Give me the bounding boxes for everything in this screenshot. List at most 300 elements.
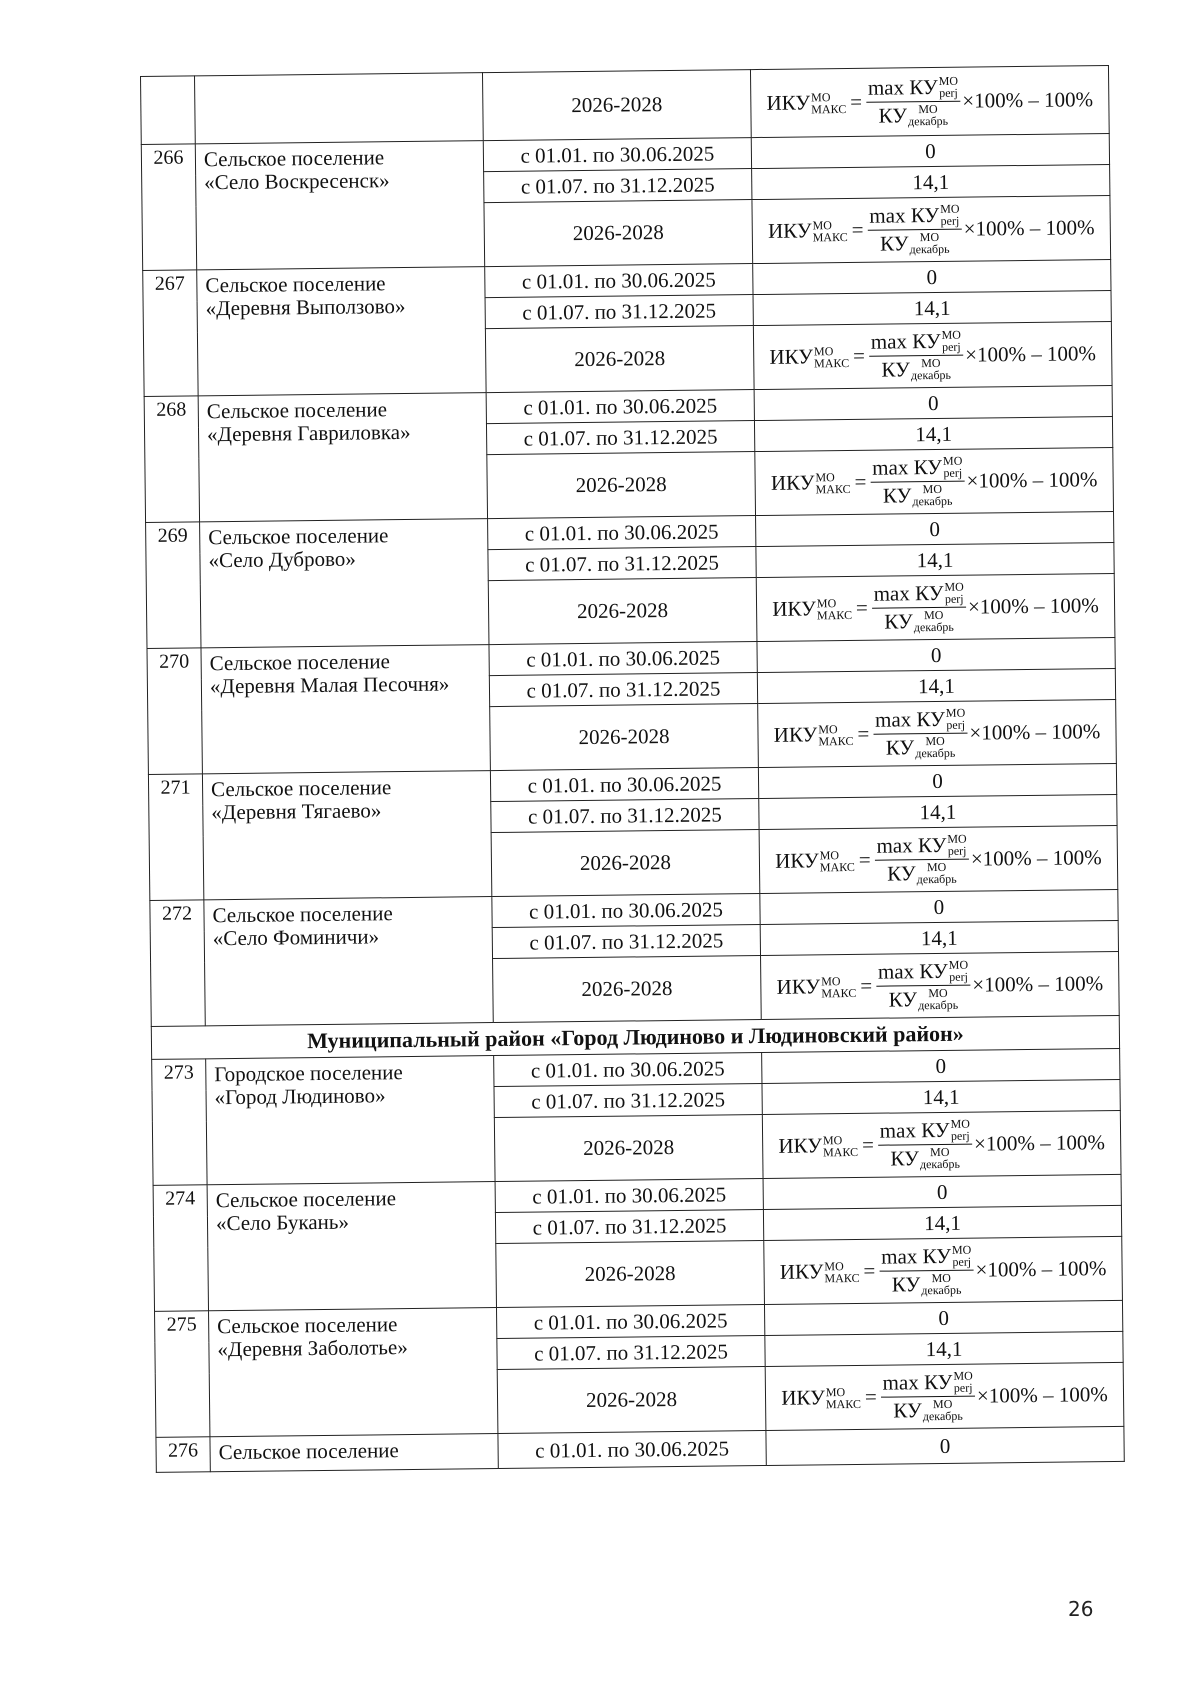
formula-numerator-sup: МО xyxy=(945,705,966,720)
settlement-name-cell xyxy=(195,141,484,270)
formula-denominator-sup: МО xyxy=(919,229,940,245)
formula-numerator-sup: МО xyxy=(948,957,969,972)
formula-lhs xyxy=(768,218,848,244)
index-formula xyxy=(780,1242,1107,1299)
formula-equals: = xyxy=(857,721,870,746)
formula-denominator-symbol: КУ xyxy=(887,861,916,886)
formula-fraction xyxy=(876,959,971,1013)
formula-denominator-symbol: КУ xyxy=(885,735,915,760)
settlement-name: «Село Дуброво» xyxy=(208,546,356,573)
formula-numerator xyxy=(866,75,961,103)
formula-lhs-sup: МО xyxy=(818,721,838,736)
formula-denominator-sup: МО xyxy=(925,733,945,749)
formula-denominator-sup: МО xyxy=(931,1270,951,1286)
formula-numerator-sup: МО xyxy=(950,1116,970,1131)
formula-tail: ×100% – 100% xyxy=(963,215,1095,241)
value-cell: 0 xyxy=(756,511,1114,546)
formula-lhs-sub: МАКС xyxy=(822,1144,859,1159)
formula-tail: ×100% – 100% xyxy=(976,1382,1108,1408)
formula-equals: = xyxy=(864,1384,877,1409)
formula-tail: ×100% – 100% xyxy=(970,845,1102,871)
row-number-cell xyxy=(141,76,196,145)
formula-denominator-symbol: КУ xyxy=(879,231,909,256)
formula-lhs-indices xyxy=(815,470,850,494)
value-cell: 14,1 xyxy=(752,165,1110,200)
row-number-cell: 267 xyxy=(143,270,198,397)
index-formula xyxy=(766,73,1093,130)
settlement-name: «Село Букань» xyxy=(215,1209,350,1236)
formula-numerator-sup: МО xyxy=(947,831,967,846)
period-cell: 2026-2028 xyxy=(496,1240,765,1307)
row-number-cell: 268 xyxy=(144,396,199,523)
formula-denominator xyxy=(881,356,951,383)
period-cell: 2026-2028 xyxy=(485,326,754,393)
settlement-type: Сельское поселение xyxy=(215,1186,397,1213)
formula-denominator-sub: декабрь xyxy=(922,1408,963,1424)
formula-denominator-symbol: КУ xyxy=(881,357,911,382)
period-cell: с 01.07. по 31.12.2025 xyxy=(492,925,760,959)
period-cell: 2026-2028 xyxy=(484,200,753,267)
formula-denominator-sub: декабрь xyxy=(912,493,953,509)
formula-denominator xyxy=(887,860,957,887)
settlement-type: Сельское поселение xyxy=(203,145,385,172)
formula-lhs xyxy=(781,1385,861,1411)
row-number-cell: 269 xyxy=(146,522,201,649)
formula-lhs-sub: МАКС xyxy=(824,1270,860,1285)
period-cell: с 01.07. по 31.12.2025 xyxy=(489,673,757,707)
period-cell: с 01.07. по 31.12.2025 xyxy=(486,421,754,455)
period-cell: 2026-2028 xyxy=(494,1115,763,1182)
formula-denominator-indices xyxy=(917,861,957,885)
formula-denominator xyxy=(890,1145,960,1172)
formula-numerator-sub: perj xyxy=(941,339,961,354)
formula-lhs-symbol: ИКУ xyxy=(773,722,818,747)
formula-numerator-sub: perj xyxy=(940,213,960,228)
period-cell: с 01.07. по 31.12.2025 xyxy=(491,799,759,833)
formula-tail: ×100% – 100% xyxy=(969,719,1101,745)
formula-numerator-symbol: max КУ xyxy=(882,1369,953,1395)
period-cell: с 01.07. по 31.12.2025 xyxy=(494,1084,762,1118)
settlement-type: Сельское поселение xyxy=(217,1312,398,1339)
value-cell: 14,1 xyxy=(753,290,1111,325)
settlement-name-cell xyxy=(201,645,490,774)
formula-numerator-symbol: max КУ xyxy=(877,958,948,984)
formula-numerator-sub: perj xyxy=(946,717,966,732)
row-number-cell: 276 xyxy=(156,1437,210,1473)
formula-lhs-indices xyxy=(818,722,853,746)
formula-lhs-sub: МАКС xyxy=(818,733,854,748)
value-cell: 0 xyxy=(764,1300,1122,1335)
formula-lhs-sup: МО xyxy=(819,847,840,862)
row-number-cell: 270 xyxy=(147,648,202,775)
settlement-type: Сельское поселение xyxy=(208,523,389,550)
value-cell: 14,1 xyxy=(762,1079,1120,1114)
formula-cell xyxy=(753,321,1112,389)
formula-numerator-symbol: max КУ xyxy=(873,580,944,606)
formula-numerator xyxy=(879,1244,974,1272)
formula-fraction xyxy=(870,455,965,509)
formula-lhs-indices xyxy=(811,90,846,114)
value-cell: 14,1 xyxy=(757,668,1115,703)
formula-numerator-indices xyxy=(947,833,967,857)
formula-numerator xyxy=(872,581,967,609)
formula-denominator-sub: декабрь xyxy=(913,619,954,635)
formula-denominator xyxy=(888,986,958,1013)
formula-numerator-sup: МО xyxy=(951,1242,972,1257)
period-cell: с 01.01. по 30.06.2025 xyxy=(492,894,760,928)
value-cell: 14,1 xyxy=(763,1205,1121,1240)
formula-lhs-sup: МО xyxy=(825,1384,846,1399)
formula-denominator-symbol: КУ xyxy=(888,987,918,1012)
period-cell: 2026-2028 xyxy=(497,1366,766,1433)
tariff-table xyxy=(140,65,1125,1473)
formula-denominator-symbol: КУ xyxy=(878,103,908,128)
formula-cell xyxy=(759,825,1118,893)
settlement-name: «Деревня Тягаево» xyxy=(211,798,382,825)
row-number-cell: 273 xyxy=(152,1059,207,1186)
formula-denominator xyxy=(886,734,956,761)
formula-fraction xyxy=(879,1244,974,1298)
value-cell: 0 xyxy=(762,1048,1120,1083)
period-cell: 2026-2028 xyxy=(487,452,756,519)
formula-numerator-sub: perj xyxy=(939,85,958,100)
formula-denominator-symbol: КУ xyxy=(884,609,913,634)
row-number-cell: 274 xyxy=(153,1185,208,1312)
settlement-name-cell xyxy=(204,897,493,1026)
formula-lhs-indices xyxy=(817,596,852,620)
formula-denominator-symbol: КУ xyxy=(891,1272,921,1297)
formula-lhs-symbol: ИКУ xyxy=(770,470,815,495)
row-number-cell: 275 xyxy=(155,1311,210,1438)
formula-lhs-symbol: ИКУ xyxy=(766,90,811,115)
formula-numerator-symbol: max КУ xyxy=(881,1243,952,1269)
value-cell: 14,1 xyxy=(754,416,1112,451)
value-cell: 0 xyxy=(754,385,1112,420)
formula-tail: ×100% – 100% xyxy=(975,1256,1107,1282)
formula-equals: = xyxy=(858,847,871,872)
period-cell: с 01.01. по 30.06.2025 xyxy=(490,768,758,802)
row-number-cell: 266 xyxy=(141,144,196,271)
formula-lhs xyxy=(780,1259,860,1285)
settlement-type: Городское поселение xyxy=(214,1060,403,1087)
index-formula xyxy=(771,453,1098,510)
formula-equals: = xyxy=(851,217,864,242)
period-cell: с 01.07. по 31.12.2025 xyxy=(497,1335,765,1369)
formula-fraction xyxy=(878,1118,973,1172)
period-cell: с 01.01. по 30.06.2025 xyxy=(495,1179,763,1213)
index-formula xyxy=(775,831,1102,888)
formula-lhs-indices xyxy=(814,344,849,368)
formula-lhs-symbol: ИКУ xyxy=(767,218,812,243)
value-cell: 0 xyxy=(751,134,1109,169)
formula-lhs xyxy=(771,470,851,496)
period-cell: с 01.01. по 30.06.2025 xyxy=(488,516,756,550)
formula-equals: = xyxy=(850,89,863,114)
value-cell: 0 xyxy=(766,1426,1124,1465)
period-cell: с 01.07. по 31.12.2025 xyxy=(484,169,752,203)
settlement-type: Сельское поселение xyxy=(212,901,393,928)
formula-numerator xyxy=(880,1370,975,1398)
formula-denominator-sub: декабрь xyxy=(909,241,950,257)
settlement-name-cell xyxy=(200,519,489,648)
value-cell: 0 xyxy=(760,889,1118,924)
formula-lhs-sup: МО xyxy=(815,469,835,484)
formula-equals: = xyxy=(854,469,867,494)
formula-lhs-indices xyxy=(826,1385,861,1409)
formula-numerator-symbol: max КУ xyxy=(867,74,938,100)
formula-lhs xyxy=(772,596,852,622)
formula-equals: = xyxy=(852,343,866,368)
formula-lhs-symbol: ИКУ xyxy=(772,596,817,621)
formula-lhs-sub: МАКС xyxy=(811,101,847,116)
formula-numerator-indices xyxy=(950,1118,970,1142)
formula-lhs-sub: МАКС xyxy=(812,229,848,244)
formula-denominator-sup: МО xyxy=(923,607,944,623)
formula-denominator-indices xyxy=(909,231,949,255)
period-cell: с 01.07. по 31.12.2025 xyxy=(485,295,753,329)
value-cell: 14,1 xyxy=(759,794,1117,829)
settlement-name: «Деревня Малая Песочня» xyxy=(209,671,450,699)
formula-fraction xyxy=(866,75,961,129)
index-formula xyxy=(769,327,1096,384)
formula-numerator-symbol: max КУ xyxy=(870,328,941,354)
formula-lhs-sup: МО xyxy=(822,1132,843,1147)
formula-numerator-indices xyxy=(952,1244,972,1268)
formula-numerator-sup: МО xyxy=(944,579,964,594)
page-number: 26 xyxy=(1068,1597,1094,1621)
formula-numerator xyxy=(867,203,962,231)
formula-lhs-sup: МО xyxy=(812,217,832,232)
formula-tail: ×100% – 100% xyxy=(967,593,1099,619)
formula-lhs-sup: МО xyxy=(811,89,831,104)
formula-fraction xyxy=(880,1370,975,1424)
formula-lhs-indices xyxy=(824,1259,859,1283)
formula-numerator xyxy=(873,707,968,735)
formula-tail: ×100% – 100% xyxy=(972,971,1104,997)
formula-denominator xyxy=(884,608,954,635)
settlement-name-cell xyxy=(207,1182,496,1311)
settlement-name: «Село Фоминичи» xyxy=(212,924,380,951)
index-formula xyxy=(776,957,1103,1014)
formula-denominator-sub: декабрь xyxy=(921,1282,962,1298)
formula-numerator-indices xyxy=(953,1370,973,1394)
settlement-name-cell xyxy=(206,1056,495,1185)
formula-denominator-symbol: КУ xyxy=(893,1398,922,1423)
formula-numerator-indices xyxy=(946,707,966,731)
formula-numerator-indices xyxy=(942,329,962,353)
formula-denominator-symbol: КУ xyxy=(882,483,912,508)
formula-equals: = xyxy=(860,973,873,998)
formula-numerator xyxy=(876,959,971,987)
table-row xyxy=(141,66,1110,145)
formula-denominator xyxy=(880,230,950,257)
formula-numerator-sup: МО xyxy=(942,453,963,468)
period-cell: с 01.07. по 31.12.2025 xyxy=(495,1210,763,1244)
formula-numerator-sub: perj xyxy=(943,465,963,480)
formula-fraction xyxy=(874,833,969,887)
document-page xyxy=(140,65,1124,1473)
district-title: Муниципальный район «Город Людиново и Людиновский район» xyxy=(151,1015,1119,1059)
formula-lhs-symbol: ИКУ xyxy=(781,1385,825,1410)
period-cell: с 01.01. по 30.06.2025 xyxy=(483,138,751,172)
formula-lhs-sup: МО xyxy=(824,1258,844,1273)
index-formula xyxy=(773,705,1100,762)
formula-denominator xyxy=(893,1397,963,1424)
settlement-name-cell xyxy=(209,1308,498,1437)
index-formula xyxy=(772,579,1099,636)
formula-denominator-indices xyxy=(914,609,954,633)
formula-denominator-sup: МО xyxy=(918,101,938,117)
formula-denominator-indices xyxy=(921,1272,961,1296)
formula-tail: ×100% – 100% xyxy=(973,1130,1106,1156)
formula-lhs-symbol: ИКУ xyxy=(779,1259,824,1284)
formula-tail: ×100% – 100% xyxy=(966,467,1098,493)
formula-numerator-indices xyxy=(939,75,959,99)
index-formula xyxy=(781,1368,1108,1425)
formula-lhs-symbol: ИКУ xyxy=(775,848,819,873)
settlement-name: «Село Воскресенск» xyxy=(204,168,390,195)
formula-numerator-sub: perj xyxy=(953,1380,973,1395)
settlement-type: Сельское поселение xyxy=(210,775,392,802)
settlement-name-cell xyxy=(198,393,487,522)
formula-numerator-sup: МО xyxy=(941,327,962,342)
formula-numerator-sup: МО xyxy=(938,73,959,88)
formula-lhs-sub: МАКС xyxy=(816,607,853,622)
formula-denominator-indices xyxy=(920,1146,960,1170)
formula-cell xyxy=(752,196,1111,264)
formula-equals: = xyxy=(861,1132,875,1157)
period-cell: с 01.01. по 30.06.2025 xyxy=(498,1430,766,1468)
formula-cell xyxy=(758,699,1117,767)
value-cell: 0 xyxy=(753,260,1111,295)
value-cell: 14,1 xyxy=(765,1331,1123,1366)
formula-lhs-sub: МАКС xyxy=(825,1396,862,1411)
formula-denominator-indices xyxy=(923,1398,963,1422)
settlement-type: Сельское поселение xyxy=(206,397,388,424)
formula-fraction xyxy=(867,203,962,257)
formula-denominator-sup: МО xyxy=(932,1396,953,1412)
period-cell: 2026-2028 xyxy=(493,956,762,1023)
formula-equals: = xyxy=(863,1258,876,1283)
formula-numerator-symbol: max КУ xyxy=(879,1117,950,1143)
formula-lhs-indices xyxy=(821,974,856,998)
formula-numerator xyxy=(869,329,964,357)
formula-cell xyxy=(755,447,1114,515)
formula-numerator-sup: МО xyxy=(953,1368,973,1383)
formula-denominator xyxy=(892,1271,962,1298)
period-cell: с 01.01. по 30.06.2025 xyxy=(485,264,753,298)
formula-lhs-sup: МО xyxy=(813,343,834,358)
value-cell: 0 xyxy=(758,763,1116,798)
period-cell: с 01.07. по 31.12.2025 xyxy=(488,547,756,581)
formula-denominator-indices xyxy=(908,103,948,127)
formula-cell xyxy=(762,1110,1121,1178)
period-cell: с 01.01. по 30.06.2025 xyxy=(494,1053,762,1087)
formula-denominator-sub: декабрь xyxy=(919,1156,961,1172)
formula-denominator-indices xyxy=(915,735,955,759)
formula-numerator-indices xyxy=(940,203,960,227)
formula-tail: ×100% – 100% xyxy=(962,87,1094,113)
formula-denominator-sup: МО xyxy=(930,1144,950,1160)
formula-denominator-sup: МО xyxy=(928,985,948,1001)
formula-cell xyxy=(765,1362,1124,1430)
formula-numerator-sub: perj xyxy=(950,1128,970,1143)
settlement-name: «Деревня Заболотье» xyxy=(217,1335,408,1362)
formula-lhs-symbol: ИКУ xyxy=(769,344,814,369)
row-number-cell: 271 xyxy=(148,774,203,901)
formula-denominator-sub: декабрь xyxy=(910,367,952,383)
formula-numerator-sub: perj xyxy=(944,591,964,606)
formula-cell xyxy=(750,66,1109,138)
formula-cell xyxy=(756,573,1115,641)
period-cell: 2026-2028 xyxy=(490,704,759,771)
formula-lhs xyxy=(774,722,854,748)
formula-denominator-indices xyxy=(912,483,952,507)
settlement-name-cell xyxy=(195,73,484,144)
settlement-type: Сельское поселение xyxy=(210,1434,498,1472)
formula-numerator-sub: perj xyxy=(947,843,967,858)
formula-numerator-symbol: max КУ xyxy=(874,706,946,732)
formula-lhs-sup: МО xyxy=(821,973,841,988)
formula-denominator-sup: МО xyxy=(921,355,941,371)
formula-numerator-indices xyxy=(944,581,964,605)
settlement-type: Сельское поселение xyxy=(205,271,386,298)
formula-lhs xyxy=(776,974,856,1000)
formula-fraction xyxy=(869,329,964,383)
formula-numerator-symbol: max КУ xyxy=(869,202,940,228)
value-cell: 14,1 xyxy=(760,920,1118,955)
formula-fraction xyxy=(872,581,967,635)
period-cell: 2026-2028 xyxy=(488,578,757,645)
settlement-type: Сельское поселение xyxy=(209,649,390,676)
formula-numerator-sub: perj xyxy=(949,969,968,984)
formula-lhs xyxy=(775,848,855,874)
formula-denominator-sub: декабрь xyxy=(918,997,959,1013)
formula-lhs-sup: МО xyxy=(816,595,837,610)
formula-denominator-indices xyxy=(911,357,951,381)
period-cell: с 01.01. по 30.06.2025 xyxy=(486,390,754,424)
formula-denominator-sub: декабрь xyxy=(916,871,957,887)
formula-numerator-symbol: max КУ xyxy=(872,454,943,480)
period-cell: 2026-2028 xyxy=(482,70,751,141)
index-formula xyxy=(768,201,1095,258)
formula-denominator-sub: декабрь xyxy=(908,113,949,129)
formula-cell xyxy=(764,1236,1123,1304)
row-number-cell: 272 xyxy=(150,900,205,1027)
settlement-name-cell xyxy=(197,267,486,396)
formula-lhs-sub: МАКС xyxy=(814,355,850,370)
formula-denominator-sup: МО xyxy=(926,859,947,875)
formula-lhs-sub: МАКС xyxy=(815,481,851,496)
settlement-name: «Город Людиново» xyxy=(214,1083,386,1110)
value-cell: 14,1 xyxy=(756,542,1114,577)
index-formula xyxy=(778,1116,1105,1173)
formula-denominator-indices xyxy=(918,987,958,1011)
formula-denominator-sub: декабрь xyxy=(915,745,956,761)
formula-numerator xyxy=(874,833,969,861)
formula-denominator-sup: МО xyxy=(922,481,943,497)
formula-lhs-indices xyxy=(820,848,855,872)
period-cell: 2026-2028 xyxy=(491,830,760,897)
formula-numerator-sub: perj xyxy=(952,1254,972,1269)
formula-numerator xyxy=(870,455,965,483)
formula-lhs-sub: МАКС xyxy=(819,859,855,874)
settlement-name-cell xyxy=(202,771,491,900)
formula-fraction xyxy=(873,707,968,761)
formula-lhs xyxy=(766,90,846,116)
formula-denominator xyxy=(883,482,953,509)
formula-lhs xyxy=(778,1133,858,1159)
